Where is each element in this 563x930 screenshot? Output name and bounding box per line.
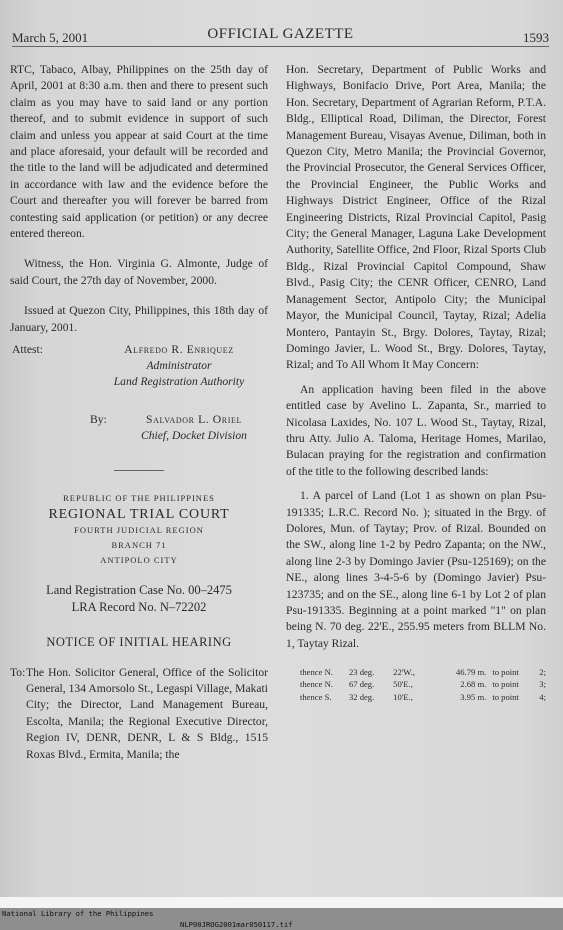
section-divider <box>114 470 164 471</box>
bearing-distance: 3.95 m. <box>460 691 487 702</box>
bearings-table <box>286 666 546 703</box>
attest-title-1: Administrator <box>146 359 212 373</box>
left-column <box>10 62 268 775</box>
header-title: OFFICIAL GAZETTE <box>207 26 354 42</box>
right-column <box>286 62 546 703</box>
attest-label: Attest: <box>12 343 43 357</box>
witness-paragraph: Witness, the Hon. Virginia G. Almonte, Judge of said Court, the 27th day of November, 2000. <box>10 257 268 287</box>
by-block <box>10 412 268 452</box>
court-name: REGIONAL TRIAL COURT <box>48 507 230 523</box>
application-paragraph: An application having been filed in the above entitled case by Avelino L. Zapanta, Sr., married to Nicolasa Laxides, No. 107 L. Wood St., Taytay, Rizal, thru Atty. Julio A. Taloma, Heritage Homes, Marilao, Bulacan praying for the registration and confirmation of the title to the following described lands: <box>286 382 546 478</box>
header-date: March 5, 2001 <box>12 30 89 45</box>
by-name: Salvador L. Oriel <box>146 413 242 427</box>
bearing-point: 3; <box>539 679 546 690</box>
bearing-degrees: 32 deg. <box>348 691 375 702</box>
bearing-row <box>286 666 546 678</box>
addressee-block <box>10 665 268 763</box>
notice-title: NOTICE OF INITIAL HEARING <box>46 635 232 650</box>
republic-line: REPUBLIC OF THE PHILIPPINES <box>63 493 215 504</box>
bearing-point: 2; <box>539 667 546 678</box>
to-label: To: <box>10 665 26 679</box>
bearing-distance: 46.79 m. <box>455 667 487 678</box>
scan-footer <box>0 897 563 929</box>
region-line: FOURTH JUDICIAL REGION <box>74 525 204 536</box>
attest-block <box>10 342 268 404</box>
bearing-minutes: 50'E., <box>393 679 413 690</box>
branch-line: BRANCH 71 <box>111 540 167 551</box>
bearing-row <box>286 691 546 703</box>
bearing-to: to point <box>492 667 519 678</box>
bearing-to: to point <box>492 679 519 690</box>
city-line: ANTIPOLO CITY <box>100 555 178 566</box>
library-credit: National Library of the Philippines <box>2 909 154 918</box>
parcel-description: 1. A parcel of Land (Lot 1 as shown on plan Psu-191335; L.R.C. Record No. ); situated in the Brgy. of Dolores, Mun. of Taytay; Prov. of Rizal. Bounded on the SW., along line 1-2 by Pedro Zapanta; on the NW., along line 2-3 by Domingo Javier (Psu-125169); on the NE., along lines 3-4-5-6 by (Domingo Javier) Psu-123735; and on the SE., along line 6-1 by Lot 2 of plan Psu-191335. Beginning at a point marked "1" on plan being N. 70 deg. 22'E., 255.95 meters from BLLM No. 1, Taytay Rizal. <box>286 489 546 650</box>
bearing-row <box>286 678 546 690</box>
bearing-degrees: 23 deg. <box>348 667 375 678</box>
bearing-to: to point <box>492 691 519 702</box>
file-name: NLP00JROG2001mar050117.tif <box>180 920 293 929</box>
page-number: 1593 <box>523 30 549 45</box>
by-title: Chief, Docket Division <box>141 429 247 443</box>
bearing-distance: 2.68 m. <box>460 679 487 690</box>
bearing-minutes: 10'E., <box>393 691 413 702</box>
bearing-point: 4; <box>539 691 546 702</box>
by-label: By: <box>90 413 107 427</box>
bearing-direction: thence N. <box>300 679 333 690</box>
attest-name: Alfredo R. Enriquez <box>124 343 234 357</box>
addressee-text: The Hon. Solicitor General, Office of the Solicitor General, 134 Amorsolo St., Legaspi Village, Makati City; the Director, Land Management Bureau, Escolta, Manila; the Regional Executive Director, Region IV, DENR, DENR, L & S Bldg., 1515 Roxas Blvd., Ermita, Manila; the <box>26 665 268 761</box>
issued-paragraph: Issued at Quezon City, Philippines, this 18th day of January, 2001. <box>10 304 268 334</box>
summons-paragraph: RTC, Tabaco, Albay, Philippines on the 25th day of April, 2001 at 8:30 a.m. then and there to present such claim as you may have to said land or any portion thereof, and to submit evidence in support of such claim and unless you appear at said Court at the time and place aforesaid, your default will be recorded and the title to the land will be adjudicated and determined in accordance with law and the evidence before the Court and thereafter you will forever be barred from contesting said application (or petition) or any decree entered thereon. <box>10 63 268 241</box>
bearing-minutes: 22'W., <box>393 667 415 678</box>
attest-title-2: Land Registration Authority <box>113 375 245 389</box>
addressee-continued: Hon. Secretary, Department of Public Works and Highways, Bonifacio Drive, Port Area, Manila; the Hon. Secretary, Department of Agrarian Reform, P.T.A. Bldg., Elliptical Road, Diliman, the Director, Forest Management Bureau, Visayas Avenue, Diliman, both in Quezon City, Metro Manila; the Provincial Governor, the Provincial Prosecutor, the General Services Officer, the Provincial Engineer, the Public Works and Highways District Engineer, Office of the Rizal Engineering Districts, Rizal Provincial Capitol, Pasig City; the General Manager, Laguna Lake Development Authority, Satellite Office, 2nd Floor, Rizal Sports Club Bldg., Rizal Provincial Capitol Compound, Shaw Blvd., Pasig City; the CENR Officer, CENRO, Land Management Sector, Antipolo City; the Municipal Mayor, the Municipal Council, Taytay, Rizal; Adelia Montero, Pantayin St., Brgy. Dolores, Taytay, Rizal; Domingo Javier, L. Wood St., Brgy. Dolores, Taytay, Rizal; and To All Whom It May Concern: <box>286 63 546 372</box>
bearing-degrees: 67 deg. <box>348 679 375 690</box>
page-header <box>12 24 549 47</box>
case-number: Land Registration Case No. 00–2475 <box>46 583 232 598</box>
lra-record-number: LRA Record No. N–72202 <box>71 600 207 615</box>
bearing-direction: thence N. <box>300 667 333 678</box>
bearing-direction: thence S. <box>300 691 332 702</box>
